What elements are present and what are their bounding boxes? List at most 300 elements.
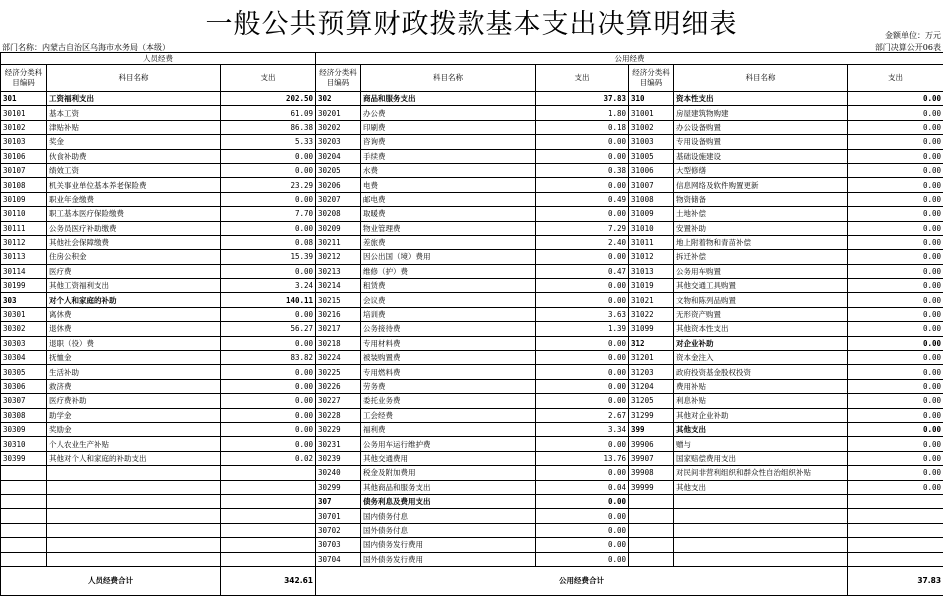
cell-amount: 0.00 (536, 466, 629, 480)
cell-code: 30109 (1, 192, 47, 206)
cell-amount: 0.00 (848, 120, 943, 134)
cell-amount: 0.00 (221, 437, 316, 451)
cell-name: 利息补贴 (674, 394, 848, 408)
cell-name: 会议费 (361, 293, 536, 307)
table-row (1, 422, 943, 436)
cell-name: 资本性支出 (674, 92, 848, 106)
cell-name (674, 494, 848, 508)
cell-name: 其他工资福利支出 (47, 279, 221, 293)
cell-amount: 83.82 (221, 351, 316, 365)
cell-code: 30103 (1, 135, 47, 149)
cell-code: 307 (316, 494, 361, 508)
cell-name: 电费 (361, 178, 536, 192)
cell-amount (221, 466, 316, 480)
cell-name: 对企业补助 (674, 336, 848, 350)
cell-amount: 86.38 (221, 120, 316, 134)
group-header-personnel: 人员经费 (1, 53, 316, 65)
cell-code: 30113 (1, 250, 47, 264)
cell-code: 30307 (1, 394, 47, 408)
cell-code: 31201 (629, 351, 674, 365)
cell-name: 其他交通工具购置 (674, 279, 848, 293)
cell-amount: 0.00 (221, 408, 316, 422)
cell-amount: 0.00 (536, 207, 629, 221)
cell-name: 福利费 (361, 422, 536, 436)
cell-code: 30701 (316, 509, 361, 523)
cell-name: 劳务费 (361, 379, 536, 393)
cell-code: 31205 (629, 394, 674, 408)
cell-amount: 0.00 (221, 192, 316, 206)
header-code: 经济分类科目编码 (629, 65, 674, 92)
cell-amount: 0.00 (221, 307, 316, 321)
cell-amount: 0.00 (848, 279, 943, 293)
personnel-total-value: 342.61 (221, 566, 316, 595)
cell-name: 安置补助 (674, 221, 848, 235)
cell-amount: 2.67 (536, 408, 629, 422)
cell-code: 30202 (316, 120, 361, 134)
cell-code (629, 509, 674, 523)
cell-amount: 0.38 (536, 163, 629, 177)
cell-amount: 0.00 (536, 538, 629, 552)
cell-name: 办公费 (361, 106, 536, 120)
cell-code: 30306 (1, 379, 47, 393)
cell-name: 基础设施建设 (674, 149, 848, 163)
cell-amount: 5.33 (221, 135, 316, 149)
table-row (1, 437, 943, 451)
expenditure-table (0, 52, 943, 596)
table-row (1, 207, 943, 221)
header-name: 科目名称 (47, 65, 221, 92)
cell-amount: 3.63 (536, 307, 629, 321)
cell-name: 其他资本性支出 (674, 322, 848, 336)
cell-amount: 0.00 (536, 336, 629, 350)
cell-amount (221, 552, 316, 566)
cell-name: 其他支出 (674, 422, 848, 436)
cell-name (47, 509, 221, 523)
cell-amount (848, 523, 943, 537)
cell-amount: 0.00 (221, 394, 316, 408)
cell-code: 30702 (316, 523, 361, 537)
cell-amount: 0.00 (221, 163, 316, 177)
cell-amount: 0.00 (848, 149, 943, 163)
cell-amount: 0.00 (221, 422, 316, 436)
cell-name: 工会经费 (361, 408, 536, 422)
cell-amount: 0.00 (536, 437, 629, 451)
cell-amount: 56.27 (221, 322, 316, 336)
cell-code: 30211 (316, 235, 361, 249)
cell-amount: 0.00 (848, 264, 943, 278)
cell-name: 津贴补贴 (47, 120, 221, 134)
cell-amount: 23.29 (221, 178, 316, 192)
table-row (1, 451, 943, 465)
cell-code: 31203 (629, 365, 674, 379)
cell-name: 专用燃料费 (361, 365, 536, 379)
cell-code: 30207 (316, 192, 361, 206)
cell-name: 培训费 (361, 307, 536, 321)
cell-code: 30102 (1, 120, 47, 134)
cell-amount: 0.00 (536, 552, 629, 566)
table-row (1, 494, 943, 508)
cell-code: 30204 (316, 149, 361, 163)
cell-code (629, 538, 674, 552)
cell-amount: 0.00 (536, 351, 629, 365)
cell-name: 费用补贴 (674, 379, 848, 393)
cell-name: 无形资产购置 (674, 307, 848, 321)
cell-code: 31006 (629, 163, 674, 177)
cell-code: 31003 (629, 135, 674, 149)
cell-name: 伙食补助费 (47, 149, 221, 163)
cell-name: 税金及附加费用 (361, 466, 536, 480)
cell-amount: 202.50 (221, 92, 316, 106)
cell-name: 退休费 (47, 322, 221, 336)
cell-name: 抚恤金 (47, 351, 221, 365)
table-row (1, 149, 943, 163)
cell-code: 312 (629, 336, 674, 350)
cell-name: 专用设备购置 (674, 135, 848, 149)
cell-amount: 0.00 (536, 135, 629, 149)
cell-name: 退职（役）费 (47, 336, 221, 350)
header-amount: 支出 (221, 65, 316, 92)
cell-code (1, 523, 47, 537)
cell-name: 绩效工资 (47, 163, 221, 177)
cell-amount: 3.34 (536, 422, 629, 436)
cell-amount (848, 538, 943, 552)
cell-amount: 0.00 (221, 264, 316, 278)
cell-amount (848, 509, 943, 523)
cell-amount: 0.00 (536, 494, 629, 508)
cell-amount: 0.00 (848, 92, 943, 106)
cell-code: 30217 (316, 322, 361, 336)
cell-amount: 0.00 (221, 336, 316, 350)
cell-name: 职业年金缴费 (47, 192, 221, 206)
cell-name: 职工基本医疗保险缴费 (47, 207, 221, 221)
cell-name: 办公设备购置 (674, 120, 848, 134)
cell-name (47, 466, 221, 480)
cell-amount (221, 523, 316, 537)
cell-code: 31002 (629, 120, 674, 134)
cell-code: 30110 (1, 207, 47, 221)
cell-amount: 13.76 (536, 451, 629, 465)
table-row (1, 523, 943, 537)
cell-code: 31012 (629, 250, 674, 264)
cell-amount: 0.00 (536, 149, 629, 163)
public-total-label: 公用经费合计 (316, 566, 848, 595)
table-row (1, 336, 943, 350)
cell-amount: 0.47 (536, 264, 629, 278)
cell-amount: 0.00 (848, 135, 943, 149)
cell-name (674, 523, 848, 537)
cell-name: 物业管理费 (361, 221, 536, 235)
table-row (1, 408, 943, 422)
cell-code: 302 (316, 92, 361, 106)
cell-amount (221, 494, 316, 508)
cell-code: 39907 (629, 451, 674, 465)
cell-name (674, 538, 848, 552)
cell-code: 30216 (316, 307, 361, 321)
cell-code: 30111 (1, 221, 47, 235)
cell-code: 31019 (629, 279, 674, 293)
cell-code: 31204 (629, 379, 674, 393)
cell-code (1, 466, 47, 480)
cell-code: 31007 (629, 178, 674, 192)
table-row (1, 250, 943, 264)
cell-amount: 0.00 (536, 509, 629, 523)
table-row (1, 163, 943, 177)
cell-code: 30107 (1, 163, 47, 177)
cell-code: 30704 (316, 552, 361, 566)
cell-name: 其他对个人和家庭的补助支出 (47, 451, 221, 465)
cell-name: 其他支出 (674, 480, 848, 494)
cell-code (629, 552, 674, 566)
cell-name: 水费 (361, 163, 536, 177)
cell-amount: 2.40 (536, 235, 629, 249)
cell-name: 其他对企业补助 (674, 408, 848, 422)
cell-name: 印刷费 (361, 120, 536, 134)
cell-amount: 0.00 (848, 379, 943, 393)
cell-code (629, 523, 674, 537)
cell-amount: 0.00 (848, 235, 943, 249)
cell-name: 救济费 (47, 379, 221, 393)
department-label: 部门名称：内蒙古自治区乌海市水务局（本级） (2, 43, 170, 52)
cell-amount: 7.70 (221, 207, 316, 221)
table-row (1, 394, 943, 408)
cell-code (629, 494, 674, 508)
header-name: 科目名称 (674, 65, 848, 92)
cell-code: 30212 (316, 250, 361, 264)
header-code: 经济分类科目编码 (1, 65, 47, 92)
public-total-value: 37.83 (848, 566, 943, 595)
cell-code: 31099 (629, 322, 674, 336)
cell-code: 30310 (1, 437, 47, 451)
cell-name: 维修（护）费 (361, 264, 536, 278)
cell-amount: 0.00 (848, 293, 943, 307)
cell-amount: 0.00 (536, 394, 629, 408)
cell-amount: 0.00 (221, 221, 316, 235)
cell-code: 30239 (316, 451, 361, 465)
cell-name: 差旅费 (361, 235, 536, 249)
cell-code: 30231 (316, 437, 361, 451)
cell-amount: 0.00 (536, 523, 629, 537)
cell-code: 30299 (316, 480, 361, 494)
personnel-total-label: 人员经费合计 (1, 566, 221, 595)
table-row (1, 509, 943, 523)
cell-name: 资本金注入 (674, 351, 848, 365)
cell-code (1, 552, 47, 566)
table-row (1, 264, 943, 278)
cell-amount (221, 480, 316, 494)
table-row (1, 178, 943, 192)
cell-amount: 0.00 (848, 422, 943, 436)
cell-code (1, 494, 47, 508)
cell-code: 30305 (1, 365, 47, 379)
cell-code: 31001 (629, 106, 674, 120)
table-row (1, 235, 943, 249)
cell-name: 公务用车运行维护费 (361, 437, 536, 451)
cell-name: 住房公积金 (47, 250, 221, 264)
cell-amount: 0.00 (848, 394, 943, 408)
cell-amount: 0.00 (221, 149, 316, 163)
cell-code: 30302 (1, 322, 47, 336)
cell-name: 离休费 (47, 307, 221, 321)
cell-name: 医疗费 (47, 264, 221, 278)
cell-amount: 0.08 (221, 235, 316, 249)
cell-code: 30304 (1, 351, 47, 365)
cell-amount: 0.00 (848, 192, 943, 206)
cell-amount: 0.00 (848, 163, 943, 177)
cell-code: 301 (1, 92, 47, 106)
cell-code: 30240 (316, 466, 361, 480)
cell-amount: 0.18 (536, 120, 629, 134)
cell-name: 拆迁补偿 (674, 250, 848, 264)
cell-code: 30303 (1, 336, 47, 350)
table-row (1, 538, 943, 552)
cell-name (47, 494, 221, 508)
cell-code: 30206 (316, 178, 361, 192)
cell-amount: 7.29 (536, 221, 629, 235)
cell-amount: 0.00 (848, 336, 943, 350)
cell-amount (848, 494, 943, 508)
table-row (1, 322, 943, 336)
cell-name: 因公出国（境）费用 (361, 250, 536, 264)
cell-amount: 15.39 (221, 250, 316, 264)
cell-amount: 0.00 (536, 178, 629, 192)
cell-amount: 61.09 (221, 106, 316, 120)
cell-code: 31008 (629, 192, 674, 206)
cell-amount: 140.11 (221, 293, 316, 307)
cell-code: 31013 (629, 264, 674, 278)
table-row (1, 552, 943, 566)
cell-amount: 0.00 (536, 279, 629, 293)
cell-code (1, 509, 47, 523)
cell-name: 委托业务费 (361, 394, 536, 408)
cell-amount: 0.49 (536, 192, 629, 206)
cell-amount: 0.00 (848, 365, 943, 379)
cell-amount: 1.39 (536, 322, 629, 336)
cell-name: 其他社会保障缴费 (47, 235, 221, 249)
cell-name: 医疗费补助 (47, 394, 221, 408)
cell-name: 国内债务付息 (361, 509, 536, 523)
cell-name: 咨询费 (361, 135, 536, 149)
table-row (1, 120, 943, 134)
cell-name: 租赁费 (361, 279, 536, 293)
cell-name: 邮电费 (361, 192, 536, 206)
cell-name: 国家赔偿费用支出 (674, 451, 848, 465)
cell-code: 30214 (316, 279, 361, 293)
cell-code: 30209 (316, 221, 361, 235)
cell-name: 债务利息及费用支出 (361, 494, 536, 508)
cell-code: 39999 (629, 480, 674, 494)
cell-name (47, 552, 221, 566)
cell-code: 30399 (1, 451, 47, 465)
cell-amount: 0.00 (848, 408, 943, 422)
cell-name: 对民间非营利组织和群众性自治组织补贴 (674, 466, 848, 480)
cell-name: 房屋建筑物购建 (674, 106, 848, 120)
cell-code: 30227 (316, 394, 361, 408)
cell-name: 国外债务付息 (361, 523, 536, 537)
cell-amount: 1.80 (536, 106, 629, 120)
cell-code: 30301 (1, 307, 47, 321)
cell-amount: 0.00 (848, 178, 943, 192)
cell-code: 31011 (629, 235, 674, 249)
cell-name: 地上附着物和青苗补偿 (674, 235, 848, 249)
cell-name: 专用材料费 (361, 336, 536, 350)
cell-amount: 0.04 (536, 480, 629, 494)
cell-code: 31021 (629, 293, 674, 307)
header-amount: 支出 (848, 65, 943, 92)
cell-code: 39906 (629, 437, 674, 451)
cell-code: 310 (629, 92, 674, 106)
cell-name (47, 523, 221, 537)
table-row (1, 135, 943, 149)
cell-name (674, 552, 848, 566)
cell-name: 生活补助 (47, 365, 221, 379)
table-row (1, 379, 943, 393)
cell-code: 30703 (316, 538, 361, 552)
cell-name: 其他商品和服务支出 (361, 480, 536, 494)
cell-amount: 0.00 (848, 466, 943, 480)
cell-code: 30108 (1, 178, 47, 192)
cell-code: 30228 (316, 408, 361, 422)
cell-amount: 0.00 (848, 106, 943, 120)
cell-amount: 0.00 (221, 365, 316, 379)
form-number: 部门决算公开06表 (874, 43, 941, 52)
cell-amount: 0.00 (536, 379, 629, 393)
cell-amount: 0.00 (848, 480, 943, 494)
table-row (1, 293, 943, 307)
cell-code: 30218 (316, 336, 361, 350)
header-name: 科目名称 (361, 65, 536, 92)
cell-name: 取暖费 (361, 207, 536, 221)
cell-code: 30226 (316, 379, 361, 393)
cell-name: 国外债务发行费用 (361, 552, 536, 566)
cell-code: 30205 (316, 163, 361, 177)
cell-code: 30203 (316, 135, 361, 149)
cell-code: 30229 (316, 422, 361, 436)
cell-name: 政府投资基金股权投资 (674, 365, 848, 379)
cell-amount: 0.00 (848, 451, 943, 465)
cell-name: 文物和陈列品购置 (674, 293, 848, 307)
table-row (1, 279, 943, 293)
cell-code (1, 480, 47, 494)
cell-code: 30114 (1, 264, 47, 278)
cell-code: 30106 (1, 149, 47, 163)
cell-name: 奖金 (47, 135, 221, 149)
cell-name: 其他交通费用 (361, 451, 536, 465)
table-row (1, 307, 943, 321)
cell-code: 30213 (316, 264, 361, 278)
cell-code: 303 (1, 293, 47, 307)
cell-code: 31009 (629, 207, 674, 221)
cell-name (47, 480, 221, 494)
cell-code: 30224 (316, 351, 361, 365)
cell-name: 公务接待费 (361, 322, 536, 336)
cell-amount (848, 552, 943, 566)
cell-amount: 0.02 (221, 451, 316, 465)
cell-amount: 37.83 (536, 92, 629, 106)
cell-name: 商品和服务支出 (361, 92, 536, 106)
cell-code: 30208 (316, 207, 361, 221)
cell-name: 土地补偿 (674, 207, 848, 221)
table-row (1, 480, 943, 494)
unit-label: 金额单位：万元 (885, 31, 941, 40)
table-row (1, 192, 943, 206)
cell-code: 31299 (629, 408, 674, 422)
cell-amount: 0.00 (848, 250, 943, 264)
table-row (1, 365, 943, 379)
table-row (1, 466, 943, 480)
cell-code: 30199 (1, 279, 47, 293)
cell-name: 机关事业单位基本养老保险费 (47, 178, 221, 192)
cell-amount: 0.00 (848, 351, 943, 365)
